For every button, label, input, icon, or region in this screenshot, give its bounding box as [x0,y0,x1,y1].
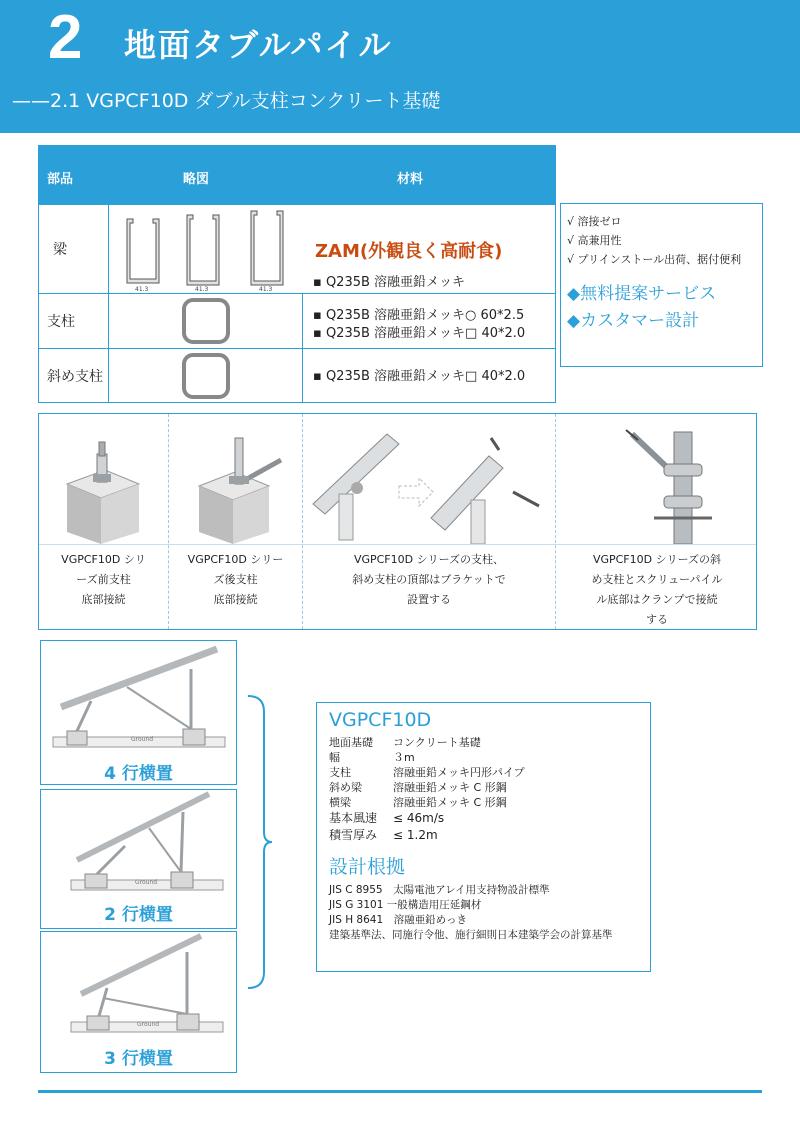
parts-table [38,145,556,403]
spec-value: ≤ 46m/s [393,811,445,825]
material-line: ▪ Q235B 溶融亜鉛メッキ□ 40*2.0 [313,326,526,341]
spec-value: 溶融亜鉛メッキ C 形鋼 [393,796,507,809]
spec-row [329,780,638,795]
spec-value: 溶融亜鉛メッキ円形パイプ [393,766,525,779]
zam-highlight: ZAM(外観良く高耐食) [315,241,503,262]
caption-line: VGPCF10D シリーズの支柱、 [353,553,505,566]
spec-row [329,735,638,750]
material-cell-post [303,294,555,348]
feature-highlight: ◆無料提案サービス [567,284,717,304]
material-line: ▪ Q235B 溶融亜鉛メッキ [313,275,466,290]
c-dim-2: 41.3 [195,286,209,293]
material-line: ▪ Q235B 溶融亜鉛メッキ□ 40*2.0 [313,369,526,384]
material-cell-beam [303,205,555,293]
spec-value: ３m [393,751,415,764]
spec-key: 基本風速 [329,811,378,825]
rear-post-illustration [169,414,303,544]
layout-label: 3 行横置 [104,1049,173,1069]
layout-diagram-3-rows [40,931,237,1073]
page-subtitle: ——2.1 VGPCF10D ダブル支柱コンクリート基礎 [12,90,441,112]
basis-item: JIS C 8955 太陽電池アレイ用支持物設計標準 [329,884,550,896]
caption-line: 底部接続 [81,593,126,606]
material-line: ▪ Q235B 溶融亜鉛メッキ○ 60*2.5 [313,308,525,323]
header-diagram: 略図 [183,172,210,187]
connection-rear-post [169,414,303,629]
bracket-illustration [303,414,556,544]
spec-row [329,750,638,765]
layout-label: 4 行横置 [104,764,173,784]
caption-line: 底部接続 [213,593,258,606]
ground-label: Ground [131,736,154,743]
spec-value: ≤ 1.2m [393,828,438,842]
square-tube-diagram [109,294,303,348]
array-side-view [41,641,236,761]
feature-highlight: ◆カスタマー設計 [567,311,700,331]
parts-table-header [39,146,555,204]
caption-line: VGPCF10D シリー [187,553,284,566]
header-material: 材料 [397,172,424,187]
spec-box [316,702,651,972]
spec-key: 支柱 [329,766,351,779]
caption-line: ズ後支柱 [213,573,258,586]
front-post-illustration [39,414,169,544]
ground-label: Ground [137,1021,160,1028]
material-cell-diagonal [303,349,555,403]
spec-key: 斜め梁 [329,781,362,794]
spec-value: コンクリート基礎 [393,736,481,749]
c-dim-3: 41.3 [259,286,273,293]
header-part: 部品 [47,172,74,187]
table-row-post [39,293,555,348]
brace-icon [244,692,274,992]
features-box [560,203,763,367]
layout-label: 2 行横置 [104,905,173,925]
c-dim-1: 41.3 [135,286,149,293]
spec-value: 溶融亜鉛メッキ C 形鋼 [393,781,507,794]
table-row-diagonal [39,348,555,403]
square-tube-diagram [109,349,303,403]
part-label: 梁 [39,205,109,293]
feature-item: √ 高兼用性 [567,234,622,247]
page-title: 地面タブルパイル [124,26,393,64]
part-label: 斜め支柱 [39,349,109,403]
caption-line: VGPCF10D シリーズの斜 [592,553,722,566]
spec-key: 幅 [329,751,340,764]
caption-line: ル底部はクランプで接続 [596,593,718,606]
ground-label: Ground [135,879,158,886]
footer-divider [38,1090,762,1093]
spec-row [329,795,638,810]
basis-item: 建築基準法、同施行令他、施行細則日本建築学会の計算基準 [329,929,613,941]
layout-diagram-2-rows [40,789,237,929]
caption-line: VGPCF10D シリ [61,553,146,566]
basis-item: JIS G 3101 一般構造用圧延鋼材 [329,899,482,911]
connection-details [38,413,757,630]
feature-item: √ プリインストール出荷、据付便利 [567,253,742,266]
spec-key: 地面基礎 [329,736,373,749]
spec-model: VGPCF10D [329,709,432,731]
spec-row [329,810,638,827]
connection-clamp [556,414,758,629]
basis-item: JIS H 8641 溶融亜鉛めっき [329,914,468,926]
clamp-illustration [556,414,758,544]
layout-diagram-4-rows [40,640,237,785]
caption-line: する [646,613,668,626]
caption-line: 斜め支柱の頂部はブラケットで [352,573,506,586]
spec-row [329,827,638,844]
c-channel-diagram [109,205,303,293]
basis-title: 設計根拠 [329,856,406,878]
connection-bracket [303,414,556,629]
caption-line: 設置する [407,593,451,606]
array-side-view [41,790,236,900]
page-header [0,0,800,133]
caption-line: ーズ前支柱 [76,573,131,586]
connection-front-post [39,414,169,629]
spec-row [329,765,638,780]
caption-line: め支柱とスクリューパイル [591,573,723,586]
array-side-view [41,932,236,1042]
spec-key: 横梁 [329,796,351,809]
feature-item: √ 溶接ゼロ [567,215,622,228]
section-number: 2 [48,3,83,72]
spec-key: 積雪厚み [329,828,378,842]
table-row-beam [39,204,555,293]
part-label: 支柱 [39,294,109,348]
